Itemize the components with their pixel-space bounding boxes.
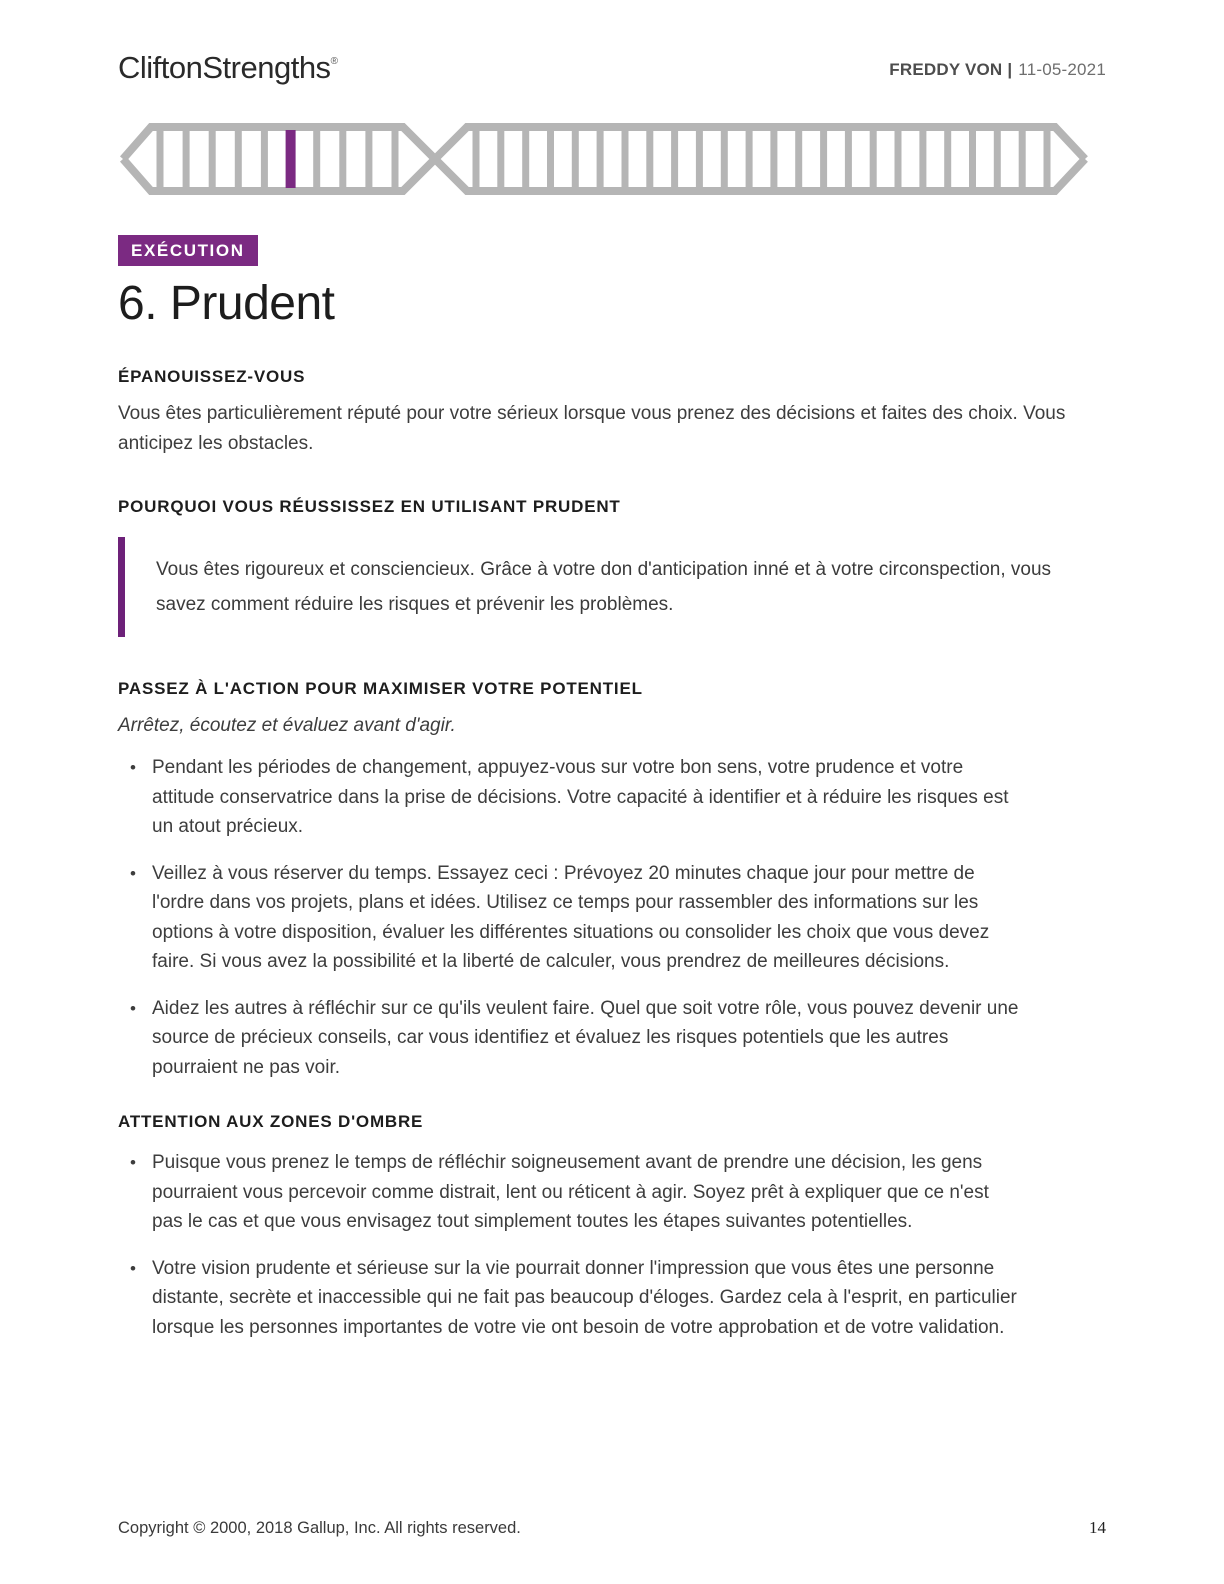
list-item: • Aidez les autres à réfléchir sur ce qu'ils veulent faire. Quel que soit votre rôle, vous pouvez devenir une source de précieux conseils, car vous identifiez et évaluez les risques potentiels que les autres pourraient ne pas voir. [118,994,1023,1083]
action-lead: Arrêtez, écoutez et évaluez avant d'agir. [118,715,456,736]
blindspots-bullet-list [118,1148,1106,1342]
theme-title: 6. Prudent [118,277,335,330]
section-heading-action: PASSEZ À L'ACTION POUR MAXIMISER VOTRE POTENTIEL [118,679,643,698]
section-heading-why: POURQUOI VOUS RÉUSSISSEZ EN UTILISANT PRUDENT [118,497,621,516]
user-name: FREDDY VON | [889,60,1013,79]
page-header [118,50,1106,86]
thrive-paragraph: Vous êtes particulièrement réputé pour votre sérieux lorsque vous prenez des décisions et faites des choix. Vous anticipez les obstacles. [118,403,1066,454]
dna-strand-icon [118,119,1090,199]
clifton-strengths-logo [118,50,337,86]
highlight-quote-block [118,537,1106,637]
section-heading-blindspots: ATTENTION AUX ZONES D'OMBRE [118,1112,424,1131]
section-heading-thrive: ÉPANOUISSEZ-VOUS [118,367,306,386]
list-item: • Pendant les périodes de changement, appuyez-vous sur votre bon sens, votre prudence et votre attitude conservatrice dans la prise de décisions. Votre capacité à identifier et à réduire les risques est un atout précieux. [118,753,1023,842]
report-user-date [889,50,1106,80]
page-footer [118,1518,1106,1538]
copyright-text: Copyright © 2000, 2018 Gallup, Inc. All rights reserved. [118,1519,521,1537]
list-item: • Puisque vous prenez le temps de réfléchir soigneusement avant de prendre une décision, les gens pourraient vous percevoir comme distrait, lent ou réticent à agir. Soyez prêt à expliquer que ce n'est pas le cas et que vous envisagez tout simplement toutes les étapes suivantes potentielles. [118,1148,1023,1237]
logo-text: CliftonStrengths [118,50,331,85]
action-bullet-list [118,753,1106,1082]
page-number: 14 [1089,1518,1106,1537]
category-badge: EXÉCUTION [118,235,258,266]
list-item: • Veillez à vous réserver du temps. Essayez ceci : Prévoyez 20 minutes chaque jour pour mettre de l'ordre dans vos projets, plans et idées. Utilisez ce temps pour rassembler des informations sur les options à votre disposition, évaluer les différentes situations ou consolider les choix que vous devez faire. Si vous avez la possibilité et la liberté de calculer, vous prendrez de meilleures décisions. [118,859,1023,977]
report-date: 11-05-2021 [1018,60,1106,79]
registered-trademark-icon: ® [330,56,338,67]
list-item: • Votre vision prudente et sérieuse sur la vie pourrait donner l'impression que vous êtes une personne distante, secrète et inaccessible qui ne fait pas beaucoup d'éloges. Gardez cela à l'esprit, en particulier lorsque les personnes importantes de votre vie ont besoin de votre approbation et de votre validation. [118,1254,1023,1343]
quote-text: Vous êtes rigoureux et consciencieux. Grâce à votre don d'anticipation inné et à votre circonspection, vous savez comment réduire les risques et prévenir les problèmes. [156,559,1052,615]
strand-graphic [118,119,1106,199]
